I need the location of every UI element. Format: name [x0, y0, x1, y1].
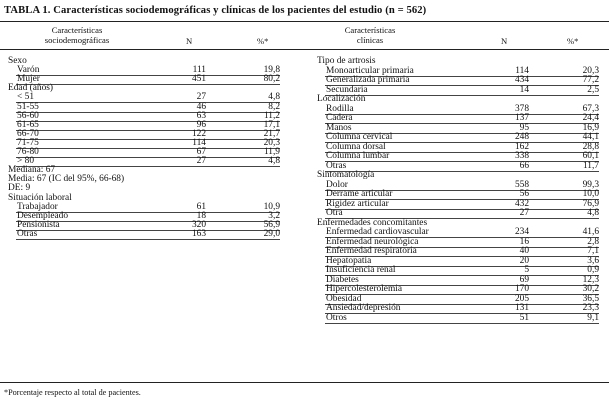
pct-value: 60,1: [582, 151, 599, 161]
row-label: Hipercolesterolemia: [326, 284, 403, 294]
row-label: Monoarticular primaria: [326, 65, 414, 76]
table-row: [317, 275, 607, 285]
row-label: Enfermedad cardiovascular: [326, 227, 429, 237]
row-label: Mujer: [17, 74, 40, 85]
n-value: 378: [514, 103, 529, 114]
left-header: [22, 26, 132, 45]
table-title: TABLA 1. Características sociodemográficas y clínicas de los pacientes del estudio (n = 562): [4, 5, 427, 16]
pct-value: 11,9: [263, 147, 280, 157]
n-value: 114: [192, 137, 206, 148]
pct-value: 28,8: [582, 141, 599, 152]
n-value: 5: [524, 265, 529, 275]
n-value: 320: [191, 219, 206, 230]
n-value: 69: [519, 274, 529, 285]
table-row: [317, 199, 607, 209]
right-header-line1: Características: [344, 25, 396, 35]
section-label: Enfermedades concomitantes: [317, 217, 428, 228]
pct-value: 41,6: [582, 227, 599, 237]
row-label: Manos: [326, 122, 352, 133]
pct-value: 4,8: [268, 156, 280, 167]
n-value: 131: [514, 303, 529, 313]
n-value: 248: [514, 132, 529, 142]
pct-value: 80,2: [263, 74, 280, 85]
row-label: 66-70: [17, 128, 39, 139]
right-header-line2: clínicas: [356, 34, 384, 45]
pct-value: 3,2: [268, 210, 280, 221]
pct-value: 16,9: [582, 122, 599, 133]
n-value: 40: [519, 246, 529, 256]
row-label: Enfermedad respiratoria: [326, 246, 417, 256]
row-label: 56-60: [17, 110, 39, 121]
table-row: [317, 132, 607, 142]
n-value: 61: [196, 201, 206, 212]
pct-value: 2,5: [587, 84, 599, 95]
table-row: [317, 256, 607, 266]
n-value: 137: [514, 113, 529, 123]
table-row: [317, 142, 607, 152]
table-row: [317, 161, 607, 171]
n-value: 234: [514, 227, 529, 237]
n-value: 205: [514, 293, 529, 304]
row-label: Enfermedad neurológica: [326, 236, 419, 247]
pct-value: 10,9: [263, 201, 280, 212]
n-value: 434: [514, 75, 529, 85]
left-n-header: N: [186, 36, 193, 46]
footnote: *Porcentaje respecto al total de pacientes.: [4, 388, 141, 397]
table-row: [317, 113, 607, 123]
row-underline: [16, 239, 280, 240]
pct-value: 76,9: [582, 198, 599, 209]
pct-value: 19,8: [263, 65, 280, 76]
left-pct-header: %*: [257, 36, 269, 46]
row-label: Obesidad: [326, 293, 362, 304]
pct-value: 44,1: [582, 132, 599, 142]
row-label: Derrame articular: [326, 189, 393, 199]
pct-value: 9,1: [587, 312, 599, 323]
n-value: 96: [196, 119, 206, 130]
pct-value: 3,6: [587, 255, 599, 266]
row-label: Otras: [17, 228, 38, 239]
n-value: 14: [519, 84, 529, 95]
table-row: [317, 123, 607, 133]
table-row: [317, 170, 607, 180]
row-label: Pensionista: [17, 219, 60, 230]
pct-value: 99,3: [582, 179, 599, 190]
pct-value: 20,3: [263, 137, 280, 148]
table-row: [317, 180, 607, 190]
pct-value: 2,8: [587, 236, 599, 247]
row-label: Insuficiencia renal: [326, 265, 396, 275]
n-value: 163: [191, 228, 206, 239]
table-row: [317, 218, 607, 228]
pct-value: 21,7: [263, 128, 280, 139]
table-row: [317, 265, 607, 275]
pct-value: 4,8: [268, 92, 280, 103]
n-value: 51: [519, 312, 529, 323]
pct-value: 77,2: [582, 75, 599, 85]
row-label: Hepatopatía: [326, 255, 372, 266]
row-label: Otras: [326, 160, 347, 171]
pct-value: 67,3: [582, 103, 599, 114]
section-label: Sintomatología: [317, 170, 375, 180]
table-row: [317, 208, 607, 218]
section-label: Tipo de artrosis: [317, 56, 376, 66]
n-value: 46: [196, 101, 206, 112]
n-value: 114: [515, 65, 529, 76]
right-pct-header: %*: [567, 36, 579, 46]
row-label: Ansiedad/depresión: [326, 303, 401, 313]
n-value: 122: [191, 128, 206, 139]
row-label: Secundaria: [326, 84, 368, 95]
table-row: [317, 66, 607, 76]
section-label: Situación laboral: [8, 192, 72, 203]
left-header-line1: Características: [51, 25, 103, 35]
row-label: Rodilla: [326, 103, 354, 114]
row-label: Dolor: [326, 179, 348, 190]
n-value: 162: [514, 141, 529, 152]
table-row: [317, 94, 607, 104]
row-label: > 80: [17, 156, 35, 167]
table-row: [317, 151, 607, 161]
n-value: 66: [519, 160, 529, 171]
row-label: 76-80: [17, 147, 39, 157]
pct-value: 0,9: [587, 265, 599, 275]
row-label: Desempleado: [17, 210, 69, 221]
table-row: [317, 237, 607, 247]
pct-value: 23,3: [582, 303, 599, 313]
table-row: [317, 189, 607, 199]
top-rule: [0, 21, 609, 22]
n-value: 451: [191, 74, 206, 85]
row-label: Columna lumbar: [326, 151, 390, 161]
n-value: 558: [514, 179, 529, 190]
n-value: 170: [514, 284, 529, 294]
pct-value: 30,2: [582, 284, 599, 294]
section-label: Mediana: 67: [8, 165, 56, 176]
table-row: [317, 75, 607, 85]
n-value: 63: [196, 110, 206, 121]
section-label: Media: 67 (IC del 95%, 66-68): [8, 174, 125, 185]
n-value: 111: [192, 65, 206, 76]
row-underline: [325, 323, 599, 324]
row-label: 71-75: [17, 137, 39, 148]
pct-value: 10,0: [582, 189, 599, 199]
right-n-header: N: [501, 36, 508, 46]
row-label: Generalizada primaria: [326, 75, 410, 85]
row-label: Otros: [326, 312, 347, 323]
n-value: 27: [519, 208, 529, 218]
section-label: Localización: [317, 94, 366, 104]
table-row: [317, 313, 607, 323]
table-row: [317, 246, 607, 256]
section-label: Sexo: [8, 56, 27, 66]
pct-value: 56,9: [263, 219, 280, 230]
row-label: Otra: [326, 208, 343, 218]
section-label: DE: 9: [8, 183, 31, 194]
table-row: [317, 85, 607, 95]
pct-value: 7,1: [587, 246, 599, 256]
row-label: Columna dorsal: [326, 141, 386, 152]
n-value: 67: [196, 147, 206, 157]
table-row: [317, 227, 607, 237]
pct-value: 12,3: [582, 274, 599, 285]
pct-value: 17,1: [263, 119, 280, 130]
row-label: Rigidez articular: [326, 198, 389, 209]
bottom-rule: [0, 382, 609, 383]
pct-value: 8,2: [268, 101, 280, 112]
table-row: [317, 284, 607, 294]
table-row: [8, 229, 284, 239]
pct-value: 20,3: [582, 65, 599, 76]
pct-value: 24,4: [582, 113, 599, 123]
n-value: 27: [196, 92, 206, 103]
table-row: [317, 56, 607, 66]
header-rule: [0, 49, 609, 50]
row-label: < 51: [17, 92, 35, 103]
section-label: Edad (años): [8, 83, 54, 94]
row-label: 51-55: [17, 101, 39, 112]
n-value: 432: [514, 198, 529, 209]
row-label: Varón: [17, 65, 40, 76]
pct-value: 11,2: [263, 110, 280, 121]
left-header-line2: sociodemográficas: [44, 34, 110, 45]
table-row: [317, 294, 607, 304]
row-label: 61-65: [17, 119, 39, 130]
row-label: Cadera: [326, 113, 353, 123]
n-value: 95: [519, 122, 529, 133]
pct-value: 4,8: [587, 208, 599, 218]
row-label: Columna cervical: [326, 132, 393, 142]
pct-value: 36,5: [582, 293, 599, 304]
n-value: 20: [519, 255, 529, 266]
n-value: 16: [519, 236, 529, 247]
table-row: [317, 303, 607, 313]
n-value: 18: [196, 210, 206, 221]
n-value: 27: [196, 156, 206, 167]
table-row: [317, 104, 607, 114]
row-label: Trabajador: [17, 201, 58, 212]
row-label: Diabetes: [326, 274, 359, 285]
pct-value: 11,7: [582, 160, 599, 171]
n-value: 56: [519, 189, 529, 199]
right-header: [330, 26, 410, 45]
n-value: 338: [514, 151, 529, 161]
pct-value: 29,0: [263, 228, 280, 239]
